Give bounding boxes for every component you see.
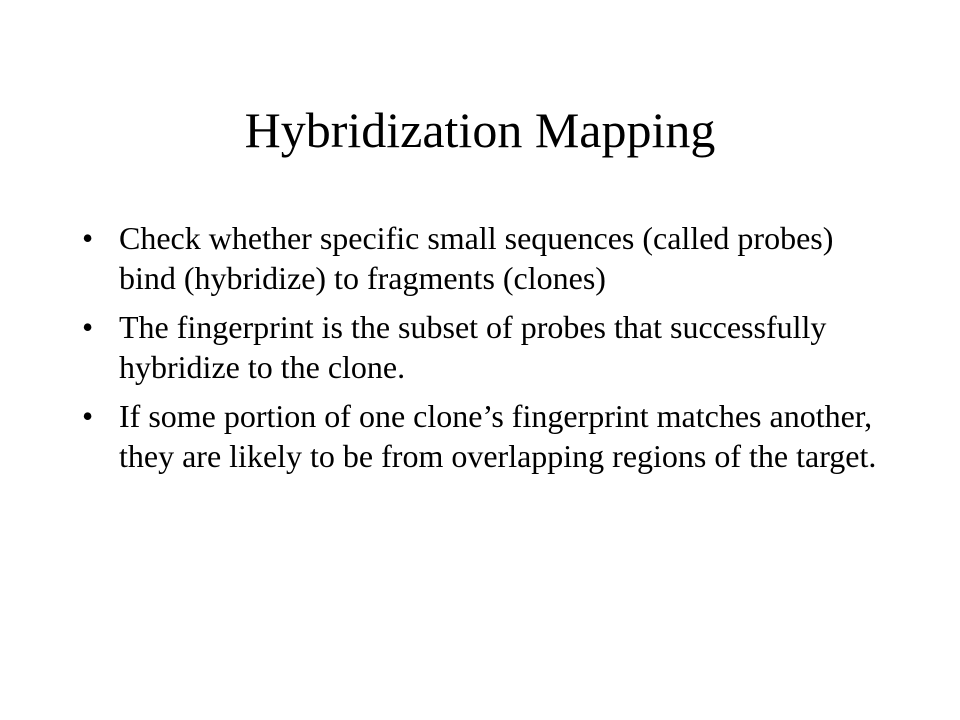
bullet-item [82, 307, 882, 387]
bullet-dot-icon: • [82, 309, 94, 345]
slide-title: Hybridization Mapping [244, 102, 716, 158]
bullet-list [82, 218, 882, 485]
bullet-text: If some portion of one clone’s fingerprint matches another, they are likely to be from overlapping regions of the target. [119, 398, 877, 474]
bullet-text: The fingerprint is the subset of probes that successfully hybridize to the clone. [119, 309, 827, 385]
bullet-item [82, 218, 882, 298]
bullet-dot-icon: • [82, 220, 94, 256]
bullet-text: Check whether specific small sequences (called probes) bind (hybridize) to fragments (clones) [119, 220, 834, 296]
bullet-dot-icon: • [82, 398, 94, 434]
bullet-item [82, 396, 882, 476]
